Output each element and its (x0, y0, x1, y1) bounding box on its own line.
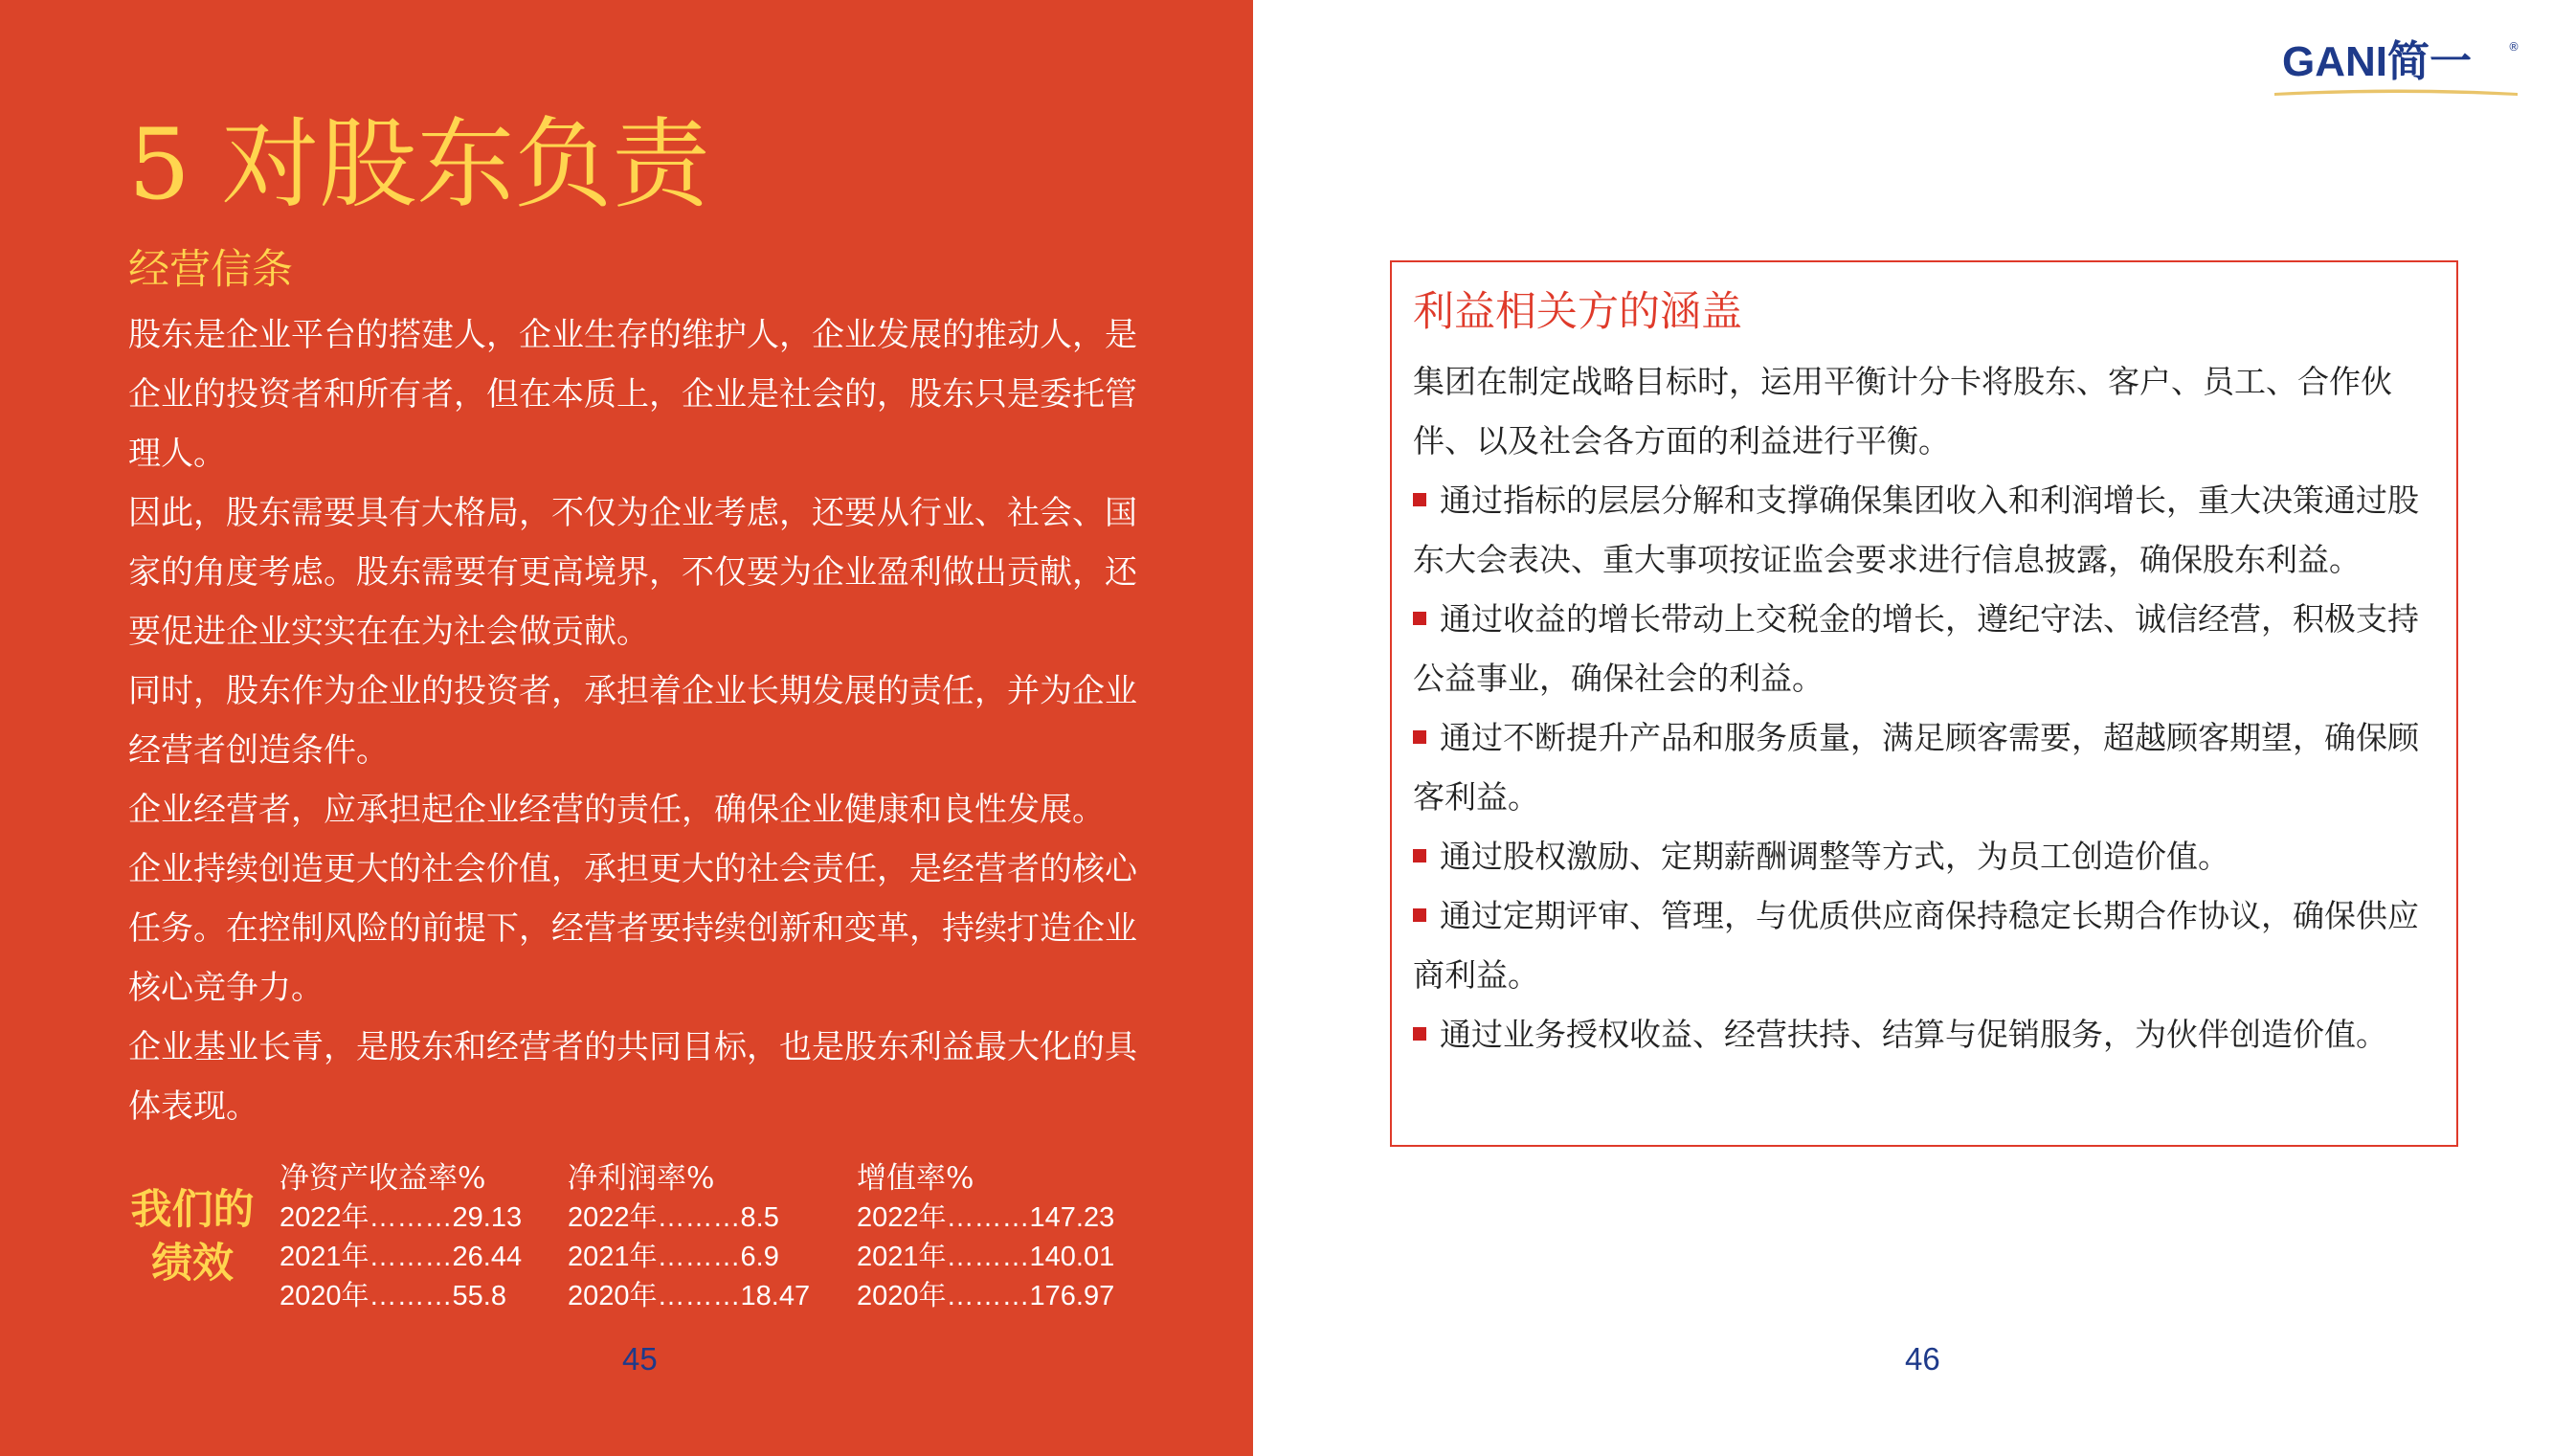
metric-row: 2020年………176.97 (857, 1281, 1115, 1311)
bullet-text: 通过指标的层层分解和支撑确保集团收入和利润增长，重大决策通过股东大会表决、重大事项按证监会要求进行信息披露，确保股东利益。 (1413, 482, 2419, 578)
gani-logo (2273, 34, 2519, 96)
metric-roe (280, 1158, 522, 1316)
left-page-panel (0, 0, 1253, 1456)
chapter-title: 5 对股东负责 (128, 108, 710, 222)
metric-row: 2022年………147.23 (857, 1202, 1115, 1233)
paragraph: 因此，股东需要具有大格局，不仅为企业考虑，还要从行业、社会、国家的角度考虑。股东需要有更高境界，不仅要为企业盈利做出贡献，还要促进企业实实在在为社会做贡献。 (128, 494, 1137, 651)
metric-row: 2021年………26.44 (280, 1242, 523, 1272)
bullet-text: 通过不断提升产品和服务质量，满足顾客需要，超越顾客期望，确保顾客利益。 (1413, 719, 2419, 816)
page-number-right: 46 (1905, 1341, 1940, 1377)
paragraph: 企业持续创造更大的社会价值，承担更大的社会责任，是经营者的核心任务。在控制风险的前提下，经营者要持续创新和变革，持续打造企业核心竞争力。 (128, 850, 1137, 1007)
bullet-item (1413, 471, 2442, 590)
metric-title: 净资产收益率% (280, 1161, 486, 1196)
stakeholder-box (1390, 260, 2458, 1147)
bullet-item (1413, 1005, 2442, 1064)
square-bullet-icon (1413, 849, 1426, 862)
page-number-left: 45 (622, 1341, 658, 1377)
bullet-item (1413, 708, 2442, 827)
bullet-item (1413, 590, 2442, 708)
metric-row: 2022年………29.13 (280, 1202, 523, 1233)
bullet-item (1413, 886, 2442, 1005)
metric-row: 2020年………18.47 (568, 1281, 811, 1311)
metric-row: 2021年………6.9 (568, 1242, 779, 1272)
metric-title: 净利润率% (568, 1161, 715, 1196)
square-bullet-icon (1413, 730, 1426, 744)
bullet-text: 通过业务授权收益、经营扶持、结算与促销服务，为伙伴创造价值。 (1440, 1016, 2387, 1053)
bullet-item (1413, 827, 2442, 886)
metric-net-profit (568, 1158, 810, 1316)
metric-title: 增值率% (857, 1161, 974, 1196)
logo-wordmark: GANI简一 (2282, 38, 2472, 85)
metric-row: 2020年………55.8 (280, 1281, 506, 1311)
business-creed-text (128, 305, 1162, 1136)
performance-label: 我们的绩效 (130, 1186, 255, 1288)
square-bullet-icon (1413, 1027, 1426, 1041)
logo-swoosh-icon (2273, 84, 2519, 98)
box-title: 利益相关方的涵盖 (1413, 288, 1742, 336)
square-bullet-icon (1413, 908, 1426, 922)
registered-mark: ® (2508, 40, 2519, 54)
metric-value-added (857, 1158, 1114, 1316)
metric-row: 2021年………140.01 (857, 1242, 1115, 1272)
metric-row: 2022年………8.5 (568, 1202, 779, 1233)
section-heading: 经营信条 (128, 246, 293, 294)
paragraph: 同时，股东作为企业的投资者，承担着企业长期发展的责任，并为企业经营者创造条件。 (128, 672, 1137, 770)
paragraph: 股东是企业平台的搭建人，企业生存的维护人，企业发展的推动人，是企业的投资者和所有者，但在本质上，企业是社会的，股东只是委托管理人。 (128, 316, 1137, 473)
box-intro: 集团在制定战略目标时，运用平衡计分卡将股东、客户、员工、合作伙伴、以及社会各方面的利益进行平衡。 (1413, 363, 2392, 459)
square-bullet-icon (1413, 612, 1426, 625)
paragraph: 企业经营者，应承担起企业经营的责任，确保企业健康和良性发展。 (128, 791, 1105, 829)
bullet-text: 通过定期评审、管理，与优质供应商保持稳定长期合作协议，确保供应商利益。 (1413, 897, 2419, 994)
box-body (1413, 352, 2442, 1064)
bullet-text: 通过收益的增长带动上交税金的增长，遵纪守法、诚信经营，积极支持公益事业，确保社会的利益。 (1413, 600, 2419, 697)
square-bullet-icon (1413, 493, 1426, 506)
bullet-text: 通过股权激励、定期薪酬调整等方式，为员工创造价值。 (1440, 838, 2229, 875)
paragraph: 企业基业长青，是股东和经营者的共同目标，也是股东利益最大化的具体表现。 (128, 1028, 1137, 1126)
